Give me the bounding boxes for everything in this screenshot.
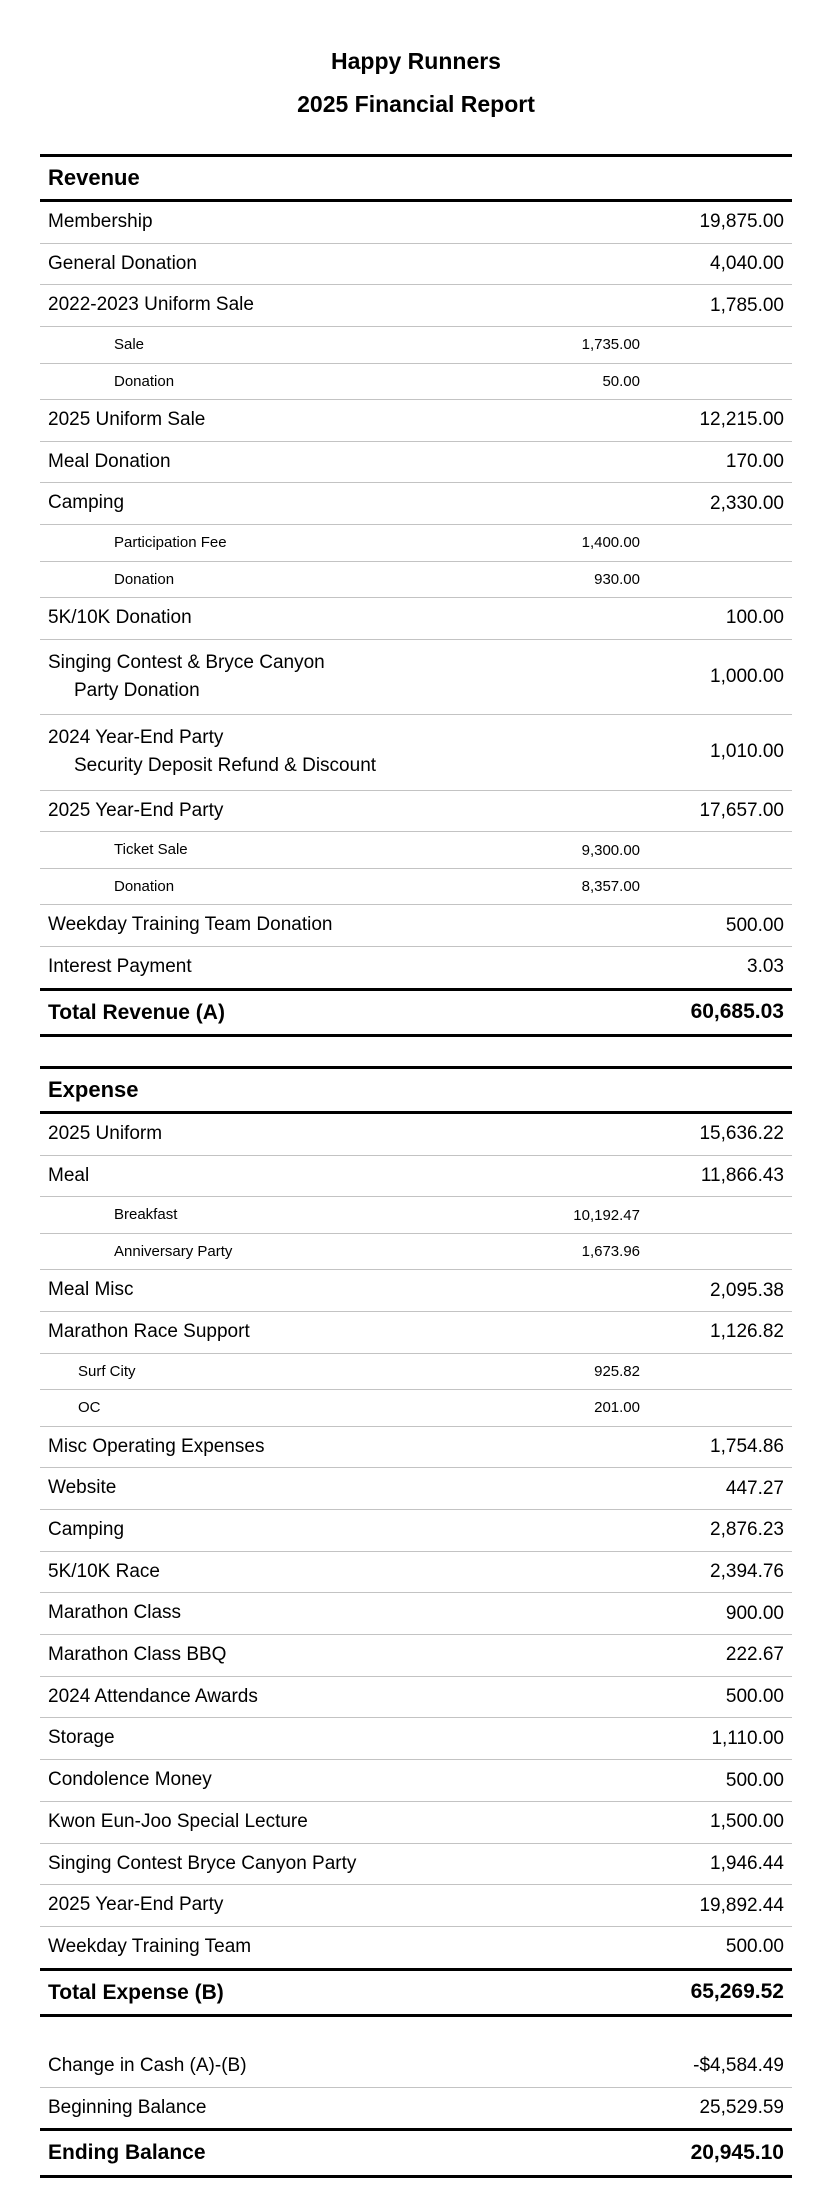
expense-rows (40, 1114, 792, 1968)
table-row (40, 1234, 792, 1271)
total-revenue-value: 60,685.03 (690, 1000, 784, 1024)
row-label: Meal (48, 1164, 90, 1186)
row-label: Marathon Class BBQ (48, 1644, 227, 1666)
row-value: 447.27 (725, 1477, 784, 1499)
table-row (40, 1390, 792, 1427)
row-label: Meal Donation (48, 450, 171, 472)
row-value: 15,636.22 (699, 1123, 784, 1145)
row-value: 3.03 (747, 956, 784, 978)
row-value: 500.00 (725, 914, 784, 936)
row-value: 1,500.00 (710, 1811, 784, 1833)
summary-rows (40, 2046, 792, 2128)
row-subvalue: 1,400.00 (581, 534, 640, 552)
table-row (40, 285, 792, 327)
row-subvalue: 1,735.00 (581, 336, 640, 354)
row-value: 1,110.00 (711, 1727, 784, 1749)
ending-balance-row (40, 2128, 792, 2177)
table-row (40, 947, 792, 988)
table-row (40, 640, 792, 715)
table-row (40, 1156, 792, 1198)
table-row (40, 715, 792, 790)
revenue-rows (40, 202, 792, 988)
row-subvalue: 1,673.96 (581, 1243, 640, 1261)
table-row (40, 1927, 792, 1968)
row-label: 2024 Attendance Awards (48, 1685, 258, 1707)
report-title-line1: Happy Runners (331, 48, 501, 74)
row-label: Donation (114, 570, 175, 588)
row-label: 2025 Uniform Sale (48, 409, 206, 431)
table-row (40, 2088, 792, 2129)
table-row (40, 1593, 792, 1635)
row-label: Ticket Sale (114, 841, 188, 859)
row-value: 500.00 (725, 1936, 784, 1958)
row-value: 900.00 (725, 1602, 784, 1624)
table-row (40, 791, 792, 833)
revenue-section-header: Revenue (40, 154, 792, 202)
row-label: 2024 Year-End Party Security Deposit Refund & Discount (48, 726, 528, 778)
row-label: Camping (48, 492, 125, 514)
row-label: Singing Contest & Bryce Canyon Party Donation (48, 651, 528, 703)
row-value: 222.67 (725, 1644, 784, 1666)
row-label: Meal Misc (48, 1279, 134, 1301)
row-label: Singing Contest Bryce Canyon Party (48, 1852, 357, 1874)
row-label: 5K/10K Race (48, 1560, 160, 1582)
row-value: 2,876.23 (710, 1519, 784, 1541)
row-value: 2,095.38 (710, 1279, 784, 1301)
table-row (40, 869, 792, 906)
table-row (40, 244, 792, 286)
row-value: 1,754.86 (710, 1436, 784, 1458)
table-row (40, 1427, 792, 1469)
ending-balance-value: 20,945.10 (690, 2140, 784, 2164)
row-value: 500.00 (725, 1686, 784, 1708)
row-value: 19,875.00 (699, 211, 784, 233)
row-label: Beginning Balance (48, 2096, 207, 2118)
total-expense-label: Total Expense (B) (48, 1980, 224, 2004)
total-expense-value: 65,269.52 (690, 1980, 784, 2004)
row-label: Participation Fee (114, 534, 227, 552)
row-subvalue: 930.00 (594, 570, 640, 588)
row-label: Weekday Training Team (48, 1935, 252, 1957)
row-label: OC (78, 1399, 101, 1417)
row-label: Website (48, 1477, 117, 1499)
table-row (40, 1718, 792, 1760)
row-value: 1,010.00 (710, 741, 784, 763)
row-label: Sale (114, 336, 145, 354)
row-value: 1,946.44 (710, 1852, 784, 1874)
row-value: 2,394.76 (710, 1561, 784, 1583)
total-revenue-row (40, 988, 792, 1037)
table-row (40, 483, 792, 525)
row-label: Interest Payment (48, 955, 192, 977)
row-label: 2025 Uniform (48, 1122, 163, 1144)
table-row (40, 832, 792, 869)
table-row (40, 1552, 792, 1594)
row-label: Donation (114, 372, 175, 390)
row-subvalue: 201.00 (594, 1399, 640, 1417)
table-row (40, 2046, 792, 2088)
row-label: Membership (48, 211, 153, 232)
row-label: Storage (48, 1727, 115, 1749)
table-row (40, 1270, 792, 1312)
row-subvalue: 925.82 (594, 1362, 640, 1380)
table-row (40, 1885, 792, 1927)
row-label: General Donation (48, 252, 197, 274)
row-label: 2025 Year-End Party (48, 799, 224, 821)
row-label: Surf City (78, 1362, 136, 1380)
row-label: Marathon Race Support (48, 1320, 250, 1342)
row-label: Misc Operating Expenses (48, 1435, 265, 1457)
row-subvalue: 9,300.00 (581, 841, 640, 859)
row-label: Marathon Class (48, 1602, 182, 1624)
table-row (40, 1802, 792, 1844)
row-value: 4,040.00 (710, 253, 784, 275)
table-row (40, 1312, 792, 1354)
table-row (40, 1677, 792, 1719)
row-value: 19,892.44 (699, 1894, 784, 1916)
row-value: -$4,584.49 (693, 2055, 784, 2077)
row-value: 25,529.59 (699, 2096, 784, 2118)
row-label: Camping (48, 1519, 125, 1541)
expense-section (40, 1066, 792, 2017)
row-value: 1,000.00 (710, 666, 784, 687)
row-value: 500.00 (725, 1769, 784, 1791)
total-expense-row (40, 1968, 792, 2017)
row-label: Breakfast (114, 1206, 178, 1224)
table-row (40, 400, 792, 442)
total-revenue-label: Total Revenue (A) (48, 1000, 225, 1024)
row-value: 2,330.00 (710, 492, 784, 514)
summary-section (40, 2046, 792, 2178)
expense-section-header: Expense (40, 1066, 792, 1114)
row-value: 17,657.00 (699, 799, 784, 821)
row-label: Donation (114, 877, 175, 895)
report-title-line2: 2025 Financial Report (297, 91, 535, 117)
row-label: Kwon Eun-Joo Special Lecture (48, 1810, 308, 1832)
row-value: 12,215.00 (699, 409, 784, 431)
row-subvalue: 10,192.47 (573, 1206, 640, 1224)
row-label: Anniversary Party (114, 1242, 233, 1260)
table-row (40, 905, 792, 947)
row-value: 170.00 (725, 451, 784, 473)
row-label: 5K/10K Donation (48, 607, 192, 629)
table-row (40, 1635, 792, 1677)
table-row (40, 442, 792, 484)
table-row (40, 1844, 792, 1886)
table-row (40, 1114, 792, 1156)
row-label: Change in Cash (A)-(B) (48, 2054, 247, 2076)
row-label: 2025 Year-End Party (48, 1894, 224, 1916)
table-row (40, 1354, 792, 1391)
row-label-line2: Party Donation (74, 679, 200, 701)
table-row (40, 327, 792, 364)
report-title (40, 48, 792, 118)
table-row (40, 562, 792, 599)
row-value: 11,866.43 (700, 1164, 784, 1186)
row-subvalue: 50.00 (602, 372, 640, 390)
table-row (40, 1760, 792, 1802)
table-row (40, 202, 792, 244)
table-row (40, 1197, 792, 1234)
table-row (40, 598, 792, 640)
table-row (40, 525, 792, 562)
row-subvalue: 8,357.00 (581, 878, 640, 895)
ending-balance-label: Ending Balance (48, 2141, 206, 2165)
row-value: 1,126.82 (710, 1321, 784, 1343)
row-label: Condolence Money (48, 1769, 212, 1791)
row-label-line2: Security Deposit Refund & Discount (74, 754, 377, 776)
row-value: 100.00 (725, 607, 784, 629)
revenue-section (40, 154, 792, 1037)
table-row (40, 1510, 792, 1552)
table-row (40, 364, 792, 401)
row-value: 1,785.00 (710, 294, 784, 316)
row-label: 2022-2023 Uniform Sale (48, 294, 254, 316)
table-row (40, 1468, 792, 1510)
row-label: Weekday Training Team Donation (48, 914, 333, 936)
